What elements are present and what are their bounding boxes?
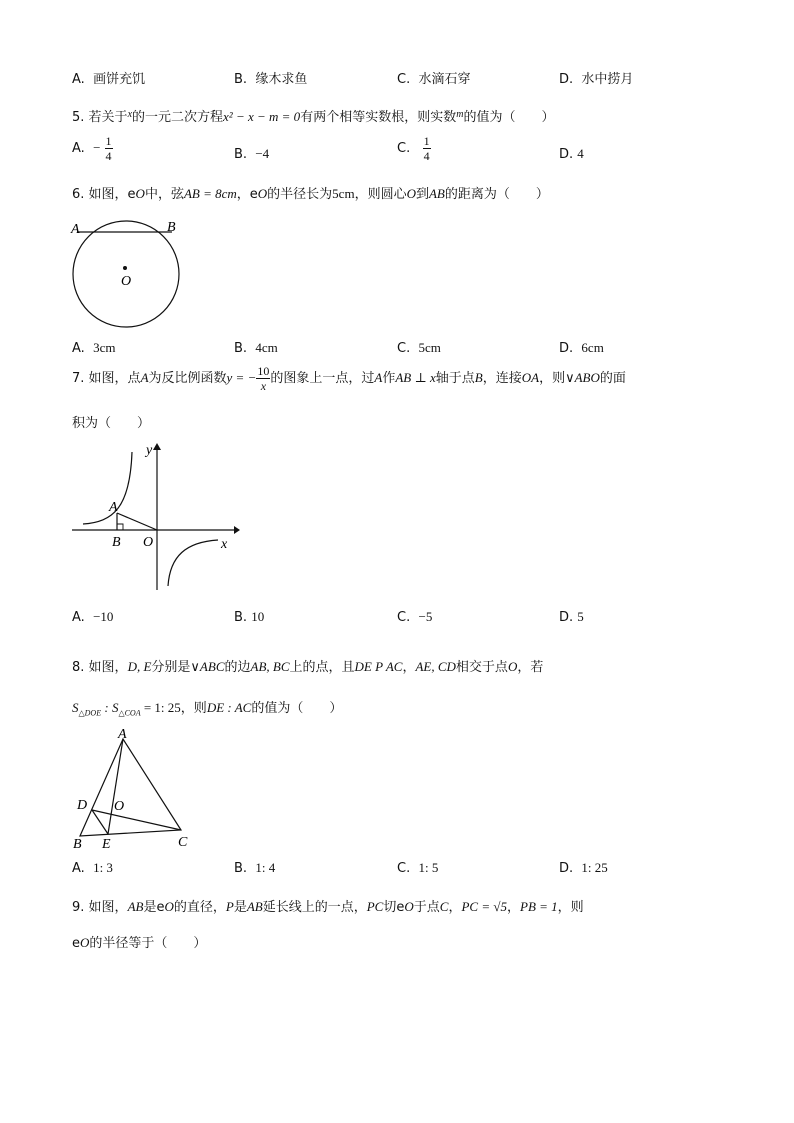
q9-stem — [72, 896, 584, 915]
stem-text: ，则 — [557, 900, 584, 915]
q4-option-b — [234, 68, 307, 87]
area-symbol: S — [111, 700, 119, 715]
label-c: C — [178, 835, 188, 850]
math-value: 5cm — [332, 186, 355, 201]
option-letter: B. — [234, 610, 248, 625]
option-text: 水滴石穿 — [418, 72, 471, 87]
question-number: 7. — [72, 371, 85, 386]
option-letter: A. — [72, 341, 85, 356]
math-var: AB, BC — [250, 659, 290, 674]
stem-text: ， — [506, 900, 520, 915]
math-var: O — [80, 935, 90, 950]
option-letter: A. — [72, 861, 85, 876]
stem-text: 如图， — [88, 660, 128, 675]
option-text: 1: 4 — [255, 860, 276, 875]
q7-hyperbola-figure — [68, 438, 243, 596]
stem-text: 切e — [383, 900, 405, 915]
q4-option-a — [72, 68, 145, 87]
math-expression: : — [101, 700, 112, 715]
option-text: −5 — [418, 609, 433, 624]
option-text: 1: 25 — [581, 860, 608, 875]
stem-text: 若关于 — [88, 110, 128, 125]
q8-option-d — [559, 860, 608, 876]
label-d: D — [77, 798, 88, 813]
x-axis-arrow — [234, 526, 240, 534]
math-expression: ∨ABC — [190, 659, 225, 674]
fraction-numerator: 10 — [257, 364, 270, 378]
q8-stem-line2 — [72, 697, 342, 718]
math-var: O — [507, 659, 518, 674]
math-var: AB — [127, 899, 144, 914]
label-b: B — [112, 535, 121, 550]
option-text: 缘木求鱼 — [255, 72, 308, 87]
q7-option-a — [72, 609, 113, 625]
stem-text: 的值为（ ） — [463, 110, 555, 125]
label-o: O — [143, 535, 154, 550]
math-var: AB — [246, 899, 263, 914]
stem-text: ， — [448, 900, 462, 915]
option-letter: C. — [397, 610, 411, 625]
math-expression: ∨ABO — [565, 370, 600, 385]
math-var: C — [439, 899, 449, 914]
q7-stem-line2 — [72, 412, 150, 431]
option-text: 3cm — [93, 340, 116, 355]
stem-text: 如图，e — [88, 187, 136, 202]
math-expression: = 1: 25 — [140, 700, 181, 715]
q8-option-c — [397, 860, 438, 876]
question-number: 9. — [72, 900, 85, 915]
stem-text: 如图， — [88, 900, 128, 915]
q8-option-a — [72, 860, 113, 876]
option-text: 6cm — [581, 340, 604, 355]
area-subscript: △DOE — [78, 708, 102, 718]
option-text: 5cm — [418, 340, 441, 355]
math-var: A — [140, 370, 149, 385]
label-a: A — [109, 500, 118, 515]
fraction-numerator: 1 — [105, 134, 112, 148]
y-axis-arrow — [153, 443, 161, 450]
stem-text: 的图象上一点，过 — [270, 371, 375, 386]
label-o: O — [121, 274, 132, 289]
q7-stem — [72, 365, 626, 392]
fraction-numerator: 1 — [423, 134, 430, 148]
function-lhs: y = − — [226, 370, 257, 385]
option-letter: D. — [559, 341, 574, 356]
option-text: 5 — [577, 609, 584, 624]
label-b: B — [73, 837, 82, 852]
stem-text: ，连接 — [482, 371, 522, 386]
option-letter: A. — [72, 72, 85, 87]
option-letter: C. — [397, 341, 411, 356]
option-text: 10 — [251, 609, 265, 624]
q6-option-b — [234, 340, 278, 356]
option-text: 1: 5 — [418, 860, 439, 875]
stem-text: 的半径等于（ ） — [89, 936, 207, 951]
area-symbol: S — [72, 700, 79, 715]
stem-text: 如图，点 — [88, 371, 141, 386]
stem-text: 中，弦 — [144, 187, 184, 202]
option-text: 4 — [577, 146, 584, 161]
stem-text: 是 — [233, 900, 247, 915]
q4-option-c — [397, 68, 471, 87]
fraction-denominator: 4 — [105, 149, 112, 163]
math-var: O — [164, 899, 174, 914]
stem-text: 上的点，且 — [289, 660, 355, 675]
fraction — [256, 365, 270, 392]
option-letter: C. — [397, 72, 411, 87]
stem-text: 的半径长为 — [267, 187, 333, 202]
math-var: m — [456, 109, 464, 120]
q6-circle-figure — [62, 214, 192, 344]
triangle-abc — [80, 739, 181, 836]
option-letter: D. — [559, 610, 574, 625]
option-letter: B. — [234, 147, 248, 162]
option-letter: B. — [234, 72, 248, 87]
q8-triangle-figure — [68, 724, 198, 854]
equation: x² − x − m = 0 — [223, 109, 301, 124]
stem-text: 的一元二次方程 — [132, 110, 224, 125]
option-letter: C. — [397, 141, 411, 156]
question-number: 5. — [72, 110, 85, 125]
stem-text: ，则 — [180, 701, 207, 716]
math-var: PC — [366, 899, 384, 914]
q6-option-c — [397, 340, 441, 356]
label-y: y — [146, 443, 153, 458]
stem-text: 的距离为（ ） — [444, 187, 549, 202]
stem-text: ，则圆心 — [354, 187, 407, 202]
stem-text: ， — [402, 660, 416, 675]
fraction-denominator: x — [260, 379, 267, 393]
math-var: P — [225, 899, 234, 914]
q7-option-c — [397, 609, 432, 625]
math-var: AE, CD — [415, 659, 456, 674]
option-letter: D. — [559, 72, 574, 87]
math-var: O — [257, 186, 268, 201]
math-var: B — [474, 370, 483, 385]
option-letter: D. — [559, 861, 574, 876]
q5-option-a — [72, 135, 113, 162]
math-var: D, E — [127, 659, 152, 674]
option-text: 1: 3 — [93, 860, 113, 875]
stem-text: 轴于点 — [435, 371, 475, 386]
stem-text: e — [72, 936, 80, 951]
q4-option-d — [559, 68, 633, 87]
q8-stem — [72, 656, 543, 675]
option-text: 水中捞月 — [581, 72, 634, 87]
option-text: −10 — [93, 609, 114, 624]
q6-stem — [72, 183, 549, 202]
math-var: A — [374, 370, 383, 385]
q5-stem — [72, 106, 554, 125]
stem-text: 有两个相等实数根，则实数 — [300, 110, 457, 125]
math-var: x — [127, 109, 133, 120]
segment-ae — [108, 739, 123, 834]
equation: PC = √5 — [461, 899, 507, 914]
math-expression: AB ⊥ x — [395, 370, 436, 385]
option-text: 4cm — [255, 340, 278, 355]
option-letter: D. — [559, 147, 574, 162]
option-letter: A. — [72, 141, 85, 156]
q6-option-d — [559, 340, 604, 356]
stem-text: 于点 — [413, 900, 440, 915]
right-angle-mark — [117, 524, 123, 530]
q6-option-a — [72, 340, 115, 356]
option-letter: A. — [72, 610, 85, 625]
center-point — [123, 266, 127, 270]
stem-text: 的面 — [599, 371, 626, 386]
stem-text: ，e — [236, 187, 258, 202]
stem-text: 的边 — [224, 660, 251, 675]
option-sign: − — [93, 140, 101, 155]
question-number: 6. — [72, 187, 85, 202]
stem-text: 延长线上的一点， — [262, 900, 367, 915]
math-var: AB — [428, 186, 445, 201]
q8-option-b — [234, 860, 275, 876]
hyperbola-branch-left — [83, 452, 132, 524]
equation: PB = 1 — [520, 899, 558, 914]
stem-text: 分别是 — [151, 660, 191, 675]
fraction — [423, 135, 431, 162]
math-var: O — [404, 899, 414, 914]
stem-text: 到 — [415, 187, 429, 202]
q7-option-b — [234, 609, 264, 625]
label-o: O — [114, 799, 125, 814]
stem-text: 积为（ ） — [72, 416, 151, 431]
stem-text: ，若 — [517, 660, 544, 675]
q7-option-d — [559, 609, 584, 625]
q9-stem-line2 — [72, 932, 206, 951]
math-var: O — [135, 186, 145, 201]
option-text: 画饼充饥 — [93, 72, 146, 87]
label-a: A — [71, 222, 80, 237]
math-var: O — [406, 186, 416, 201]
fraction — [105, 135, 113, 162]
math-var: OA — [521, 370, 540, 385]
hyperbola-branch-right — [168, 540, 218, 586]
option-text: −4 — [255, 146, 270, 161]
option-letter: B. — [234, 341, 248, 356]
option-letter: B. — [234, 861, 248, 876]
question-number: 8. — [72, 660, 85, 675]
stem-text: ，则 — [539, 371, 566, 386]
stem-text: 相交于点 — [455, 660, 508, 675]
label-a: A — [118, 727, 127, 742]
option-letter: C. — [397, 861, 411, 876]
stem-text: 的直径， — [173, 900, 226, 915]
label-x: x — [221, 537, 228, 552]
label-b: B — [167, 220, 176, 235]
math-expression: DE : AC — [206, 700, 252, 715]
stem-text: 作 — [382, 371, 396, 386]
segment-cd — [92, 810, 181, 830]
stem-text: 为反比例函数 — [148, 371, 227, 386]
q5-option-c — [397, 135, 431, 162]
q5-option-d — [559, 146, 584, 162]
stem-text: 是e — [143, 900, 165, 915]
stem-text: 的值为（ ） — [251, 701, 343, 716]
q5-option-b — [234, 146, 269, 162]
area-subscript: △COA — [118, 708, 141, 718]
equation: AB = 8cm — [183, 186, 237, 201]
math-expression: DE P AC — [354, 659, 403, 674]
label-e: E — [102, 837, 111, 852]
fraction-denominator: 4 — [423, 149, 430, 163]
